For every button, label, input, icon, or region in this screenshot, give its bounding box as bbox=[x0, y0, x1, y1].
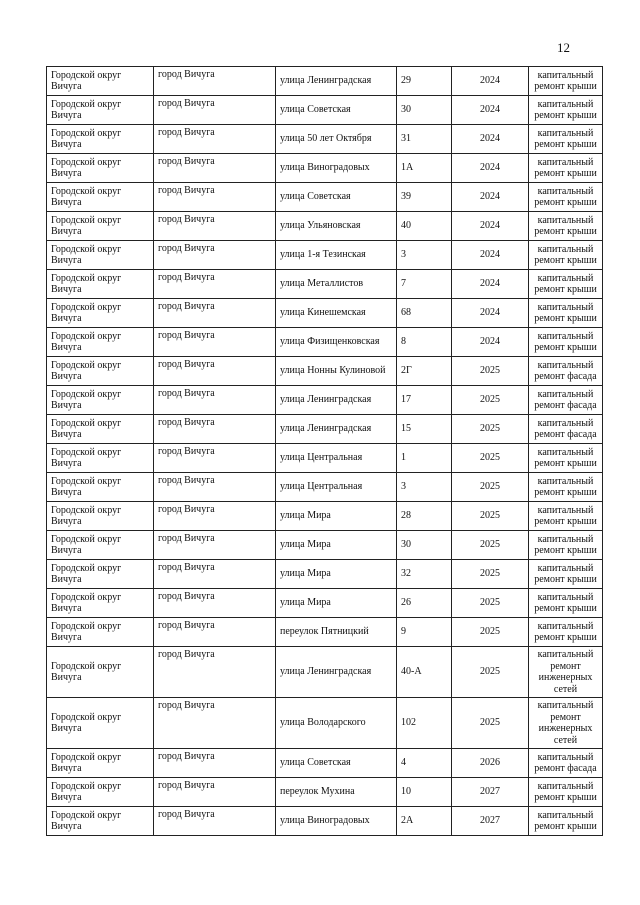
house-number-cell: 32 bbox=[397, 560, 452, 589]
table-row bbox=[47, 415, 603, 444]
district-cell: Городской округ Вичуга bbox=[47, 241, 154, 270]
year-cell: 2025 bbox=[452, 415, 529, 444]
district-cell: Городской округ Вичуга bbox=[47, 212, 154, 241]
year-cell: 2025 bbox=[452, 560, 529, 589]
table-row bbox=[47, 125, 603, 154]
work-type-cell: капитальный ремонт крыши bbox=[529, 807, 603, 836]
year-cell: 2026 bbox=[452, 749, 529, 778]
table-row bbox=[47, 647, 603, 698]
work-type-cell: капитальный ремонт инженерных сетей bbox=[529, 647, 603, 698]
year-cell: 2024 bbox=[452, 212, 529, 241]
city-cell: город Вичуга bbox=[154, 96, 276, 125]
table-row bbox=[47, 183, 603, 212]
work-type-cell: капитальный ремонт крыши bbox=[529, 96, 603, 125]
district-cell: Городской округ Вичуга bbox=[47, 96, 154, 125]
table-row bbox=[47, 212, 603, 241]
district-cell: Городской округ Вичуга bbox=[47, 502, 154, 531]
house-number-cell: 40 bbox=[397, 212, 452, 241]
year-cell: 2024 bbox=[452, 270, 529, 299]
city-cell: город Вичуга bbox=[154, 444, 276, 473]
street-cell: улица 1-я Тезинская bbox=[276, 241, 397, 270]
table-row bbox=[47, 67, 603, 96]
year-cell: 2024 bbox=[452, 183, 529, 212]
house-number-cell: 30 bbox=[397, 531, 452, 560]
table-row bbox=[47, 328, 603, 357]
table-row bbox=[47, 778, 603, 807]
district-cell: Городской округ Вичуга bbox=[47, 778, 154, 807]
year-cell: 2025 bbox=[452, 444, 529, 473]
work-type-cell: капитальный ремонт фасада bbox=[529, 357, 603, 386]
table-row bbox=[47, 589, 603, 618]
district-cell: Городской округ Вичуга bbox=[47, 183, 154, 212]
year-cell: 2024 bbox=[452, 67, 529, 96]
work-type-cell: капитальный ремонт крыши bbox=[529, 560, 603, 589]
house-number-cell: 30 bbox=[397, 96, 452, 125]
table-row bbox=[47, 154, 603, 183]
work-type-cell: капитальный ремонт крыши bbox=[529, 183, 603, 212]
table-row bbox=[47, 386, 603, 415]
table-row bbox=[47, 299, 603, 328]
street-cell: улица Советская bbox=[276, 749, 397, 778]
table-row bbox=[47, 560, 603, 589]
city-cell: город Вичуга bbox=[154, 807, 276, 836]
house-number-cell: 26 bbox=[397, 589, 452, 618]
year-cell: 2024 bbox=[452, 154, 529, 183]
street-cell: улица Советская bbox=[276, 96, 397, 125]
table-body bbox=[47, 67, 603, 836]
house-number-cell: 2Г bbox=[397, 357, 452, 386]
work-type-cell: капитальный ремонт крыши bbox=[529, 154, 603, 183]
street-cell: переулок Пятницкий bbox=[276, 618, 397, 647]
city-cell: город Вичуга bbox=[154, 502, 276, 531]
street-cell: улица Центральная bbox=[276, 444, 397, 473]
table-row bbox=[47, 96, 603, 125]
district-cell: Городской округ Вичуга bbox=[47, 154, 154, 183]
house-number-cell: 15 bbox=[397, 415, 452, 444]
house-number-cell: 1 bbox=[397, 444, 452, 473]
work-type-cell: капитальный ремонт крыши bbox=[529, 473, 603, 502]
house-number-cell: 39 bbox=[397, 183, 452, 212]
house-number-cell: 3 bbox=[397, 241, 452, 270]
year-cell: 2024 bbox=[452, 241, 529, 270]
street-cell: улица Ульяновская bbox=[276, 212, 397, 241]
house-number-cell: 1А bbox=[397, 154, 452, 183]
street-cell: улица Ленинградская bbox=[276, 386, 397, 415]
year-cell: 2025 bbox=[452, 386, 529, 415]
table-row bbox=[47, 241, 603, 270]
house-number-cell: 40-А bbox=[397, 647, 452, 698]
city-cell: город Вичуга bbox=[154, 328, 276, 357]
work-type-cell: капитальный ремонт инженерных сетей bbox=[529, 698, 603, 749]
house-number-cell: 9 bbox=[397, 618, 452, 647]
year-cell: 2025 bbox=[452, 589, 529, 618]
street-cell: улица Мира bbox=[276, 560, 397, 589]
work-type-cell: капитальный ремонт крыши bbox=[529, 328, 603, 357]
table-row bbox=[47, 357, 603, 386]
district-cell: Городской округ Вичуга bbox=[47, 357, 154, 386]
city-cell: город Вичуга bbox=[154, 560, 276, 589]
city-cell: город Вичуга bbox=[154, 154, 276, 183]
district-cell: Городской округ Вичуга bbox=[47, 807, 154, 836]
house-number-cell: 29 bbox=[397, 67, 452, 96]
work-type-cell: капитальный ремонт крыши bbox=[529, 125, 603, 154]
table-row bbox=[47, 807, 603, 836]
repair-schedule-table bbox=[46, 66, 603, 836]
district-cell: Городской округ Вичуга bbox=[47, 328, 154, 357]
year-cell: 2024 bbox=[452, 299, 529, 328]
city-cell: город Вичуга bbox=[154, 183, 276, 212]
district-cell: Городской округ Вичуга bbox=[47, 299, 154, 328]
work-type-cell: капитальный ремонт крыши bbox=[529, 589, 603, 618]
house-number-cell: 17 bbox=[397, 386, 452, 415]
house-number-cell: 68 bbox=[397, 299, 452, 328]
district-cell: Городской округ Вичуга bbox=[47, 749, 154, 778]
district-cell: Городской округ Вичуга bbox=[47, 589, 154, 618]
work-type-cell: капитальный ремонт крыши bbox=[529, 270, 603, 299]
city-cell: город Вичуга bbox=[154, 212, 276, 241]
district-cell: Городской округ Вичуга bbox=[47, 415, 154, 444]
street-cell: улица Ленинградская bbox=[276, 647, 397, 698]
street-cell: улица Центральная bbox=[276, 473, 397, 502]
street-cell: улица 50 лет Октября bbox=[276, 125, 397, 154]
city-cell: город Вичуга bbox=[154, 386, 276, 415]
district-cell: Городской округ Вичуга bbox=[47, 618, 154, 647]
city-cell: город Вичуга bbox=[154, 618, 276, 647]
house-number-cell: 10 bbox=[397, 778, 452, 807]
street-cell: улица Виноградовых bbox=[276, 154, 397, 183]
house-number-cell: 4 bbox=[397, 749, 452, 778]
house-number-cell: 3 bbox=[397, 473, 452, 502]
work-type-cell: капитальный ремонт крыши bbox=[529, 502, 603, 531]
table-row bbox=[47, 618, 603, 647]
street-cell: улица Ленинградская bbox=[276, 415, 397, 444]
city-cell: город Вичуга bbox=[154, 531, 276, 560]
city-cell: город Вичуга bbox=[154, 778, 276, 807]
city-cell: город Вичуга bbox=[154, 589, 276, 618]
work-type-cell: капитальный ремонт фасада bbox=[529, 386, 603, 415]
street-cell: улица Виноградовых bbox=[276, 807, 397, 836]
work-type-cell: капитальный ремонт крыши bbox=[529, 618, 603, 647]
work-type-cell: капитальный ремонт крыши bbox=[529, 299, 603, 328]
city-cell: город Вичуга bbox=[154, 241, 276, 270]
year-cell: 2024 bbox=[452, 328, 529, 357]
house-number-cell: 102 bbox=[397, 698, 452, 749]
district-cell: Городской округ Вичуга bbox=[47, 698, 154, 749]
district-cell: Городской округ Вичуга bbox=[47, 473, 154, 502]
table-row bbox=[47, 473, 603, 502]
city-cell: город Вичуга bbox=[154, 415, 276, 444]
year-cell: 2025 bbox=[452, 473, 529, 502]
page-number: 12 bbox=[557, 40, 570, 55]
work-type-cell: капитальный ремонт крыши bbox=[529, 531, 603, 560]
work-type-cell: капитальный ремонт крыши bbox=[529, 212, 603, 241]
table-row bbox=[47, 698, 603, 749]
city-cell: город Вичуга bbox=[154, 299, 276, 328]
district-cell: Городской округ Вичуга bbox=[47, 125, 154, 154]
district-cell: Городской округ Вичуга bbox=[47, 386, 154, 415]
street-cell: улица Нонны Кулиновой bbox=[276, 357, 397, 386]
year-cell: 2027 bbox=[452, 807, 529, 836]
district-cell: Городской округ Вичуга bbox=[47, 67, 154, 96]
street-cell: улица Володарского bbox=[276, 698, 397, 749]
year-cell: 2024 bbox=[452, 96, 529, 125]
year-cell: 2025 bbox=[452, 647, 529, 698]
table-row bbox=[47, 531, 603, 560]
district-cell: Городской округ Вичуга bbox=[47, 560, 154, 589]
table-row bbox=[47, 444, 603, 473]
street-cell: улица Металлистов bbox=[276, 270, 397, 299]
work-type-cell: капитальный ремонт крыши bbox=[529, 67, 603, 96]
district-cell: Городской округ Вичуга bbox=[47, 444, 154, 473]
year-cell: 2024 bbox=[452, 125, 529, 154]
work-type-cell: капитальный ремонт фасада bbox=[529, 749, 603, 778]
year-cell: 2025 bbox=[452, 531, 529, 560]
street-cell: улица Ленинградская bbox=[276, 67, 397, 96]
street-cell: улица Физищенковская bbox=[276, 328, 397, 357]
house-number-cell: 8 bbox=[397, 328, 452, 357]
city-cell: город Вичуга bbox=[154, 698, 276, 749]
year-cell: 2025 bbox=[452, 357, 529, 386]
year-cell: 2025 bbox=[452, 698, 529, 749]
table-row bbox=[47, 502, 603, 531]
house-number-cell: 31 bbox=[397, 125, 452, 154]
work-type-cell: капитальный ремонт крыши bbox=[529, 241, 603, 270]
year-cell: 2027 bbox=[452, 778, 529, 807]
city-cell: город Вичуга bbox=[154, 749, 276, 778]
street-cell: улица Мира bbox=[276, 502, 397, 531]
city-cell: город Вичуга bbox=[154, 357, 276, 386]
street-cell: улица Советская bbox=[276, 183, 397, 212]
house-number-cell: 2А bbox=[397, 807, 452, 836]
district-cell: Городской округ Вичуга bbox=[47, 531, 154, 560]
work-type-cell: капитальный ремонт крыши bbox=[529, 444, 603, 473]
house-number-cell: 28 bbox=[397, 502, 452, 531]
city-cell: город Вичуга bbox=[154, 473, 276, 502]
table-row bbox=[47, 749, 603, 778]
street-cell: улица Кинешемская bbox=[276, 299, 397, 328]
city-cell: город Вичуга bbox=[154, 125, 276, 154]
city-cell: город Вичуга bbox=[154, 647, 276, 698]
year-cell: 2025 bbox=[452, 618, 529, 647]
street-cell: улица Мира bbox=[276, 531, 397, 560]
district-cell: Городской округ Вичуга bbox=[47, 647, 154, 698]
work-type-cell: капитальный ремонт фасада bbox=[529, 415, 603, 444]
house-number-cell: 7 bbox=[397, 270, 452, 299]
district-cell: Городской округ Вичуга bbox=[47, 270, 154, 299]
street-cell: переулок Мухина bbox=[276, 778, 397, 807]
city-cell: город Вичуга bbox=[154, 270, 276, 299]
table-row bbox=[47, 270, 603, 299]
city-cell: город Вичуга bbox=[154, 67, 276, 96]
street-cell: улица Мира bbox=[276, 589, 397, 618]
work-type-cell: капитальный ремонт крыши bbox=[529, 778, 603, 807]
year-cell: 2025 bbox=[452, 502, 529, 531]
